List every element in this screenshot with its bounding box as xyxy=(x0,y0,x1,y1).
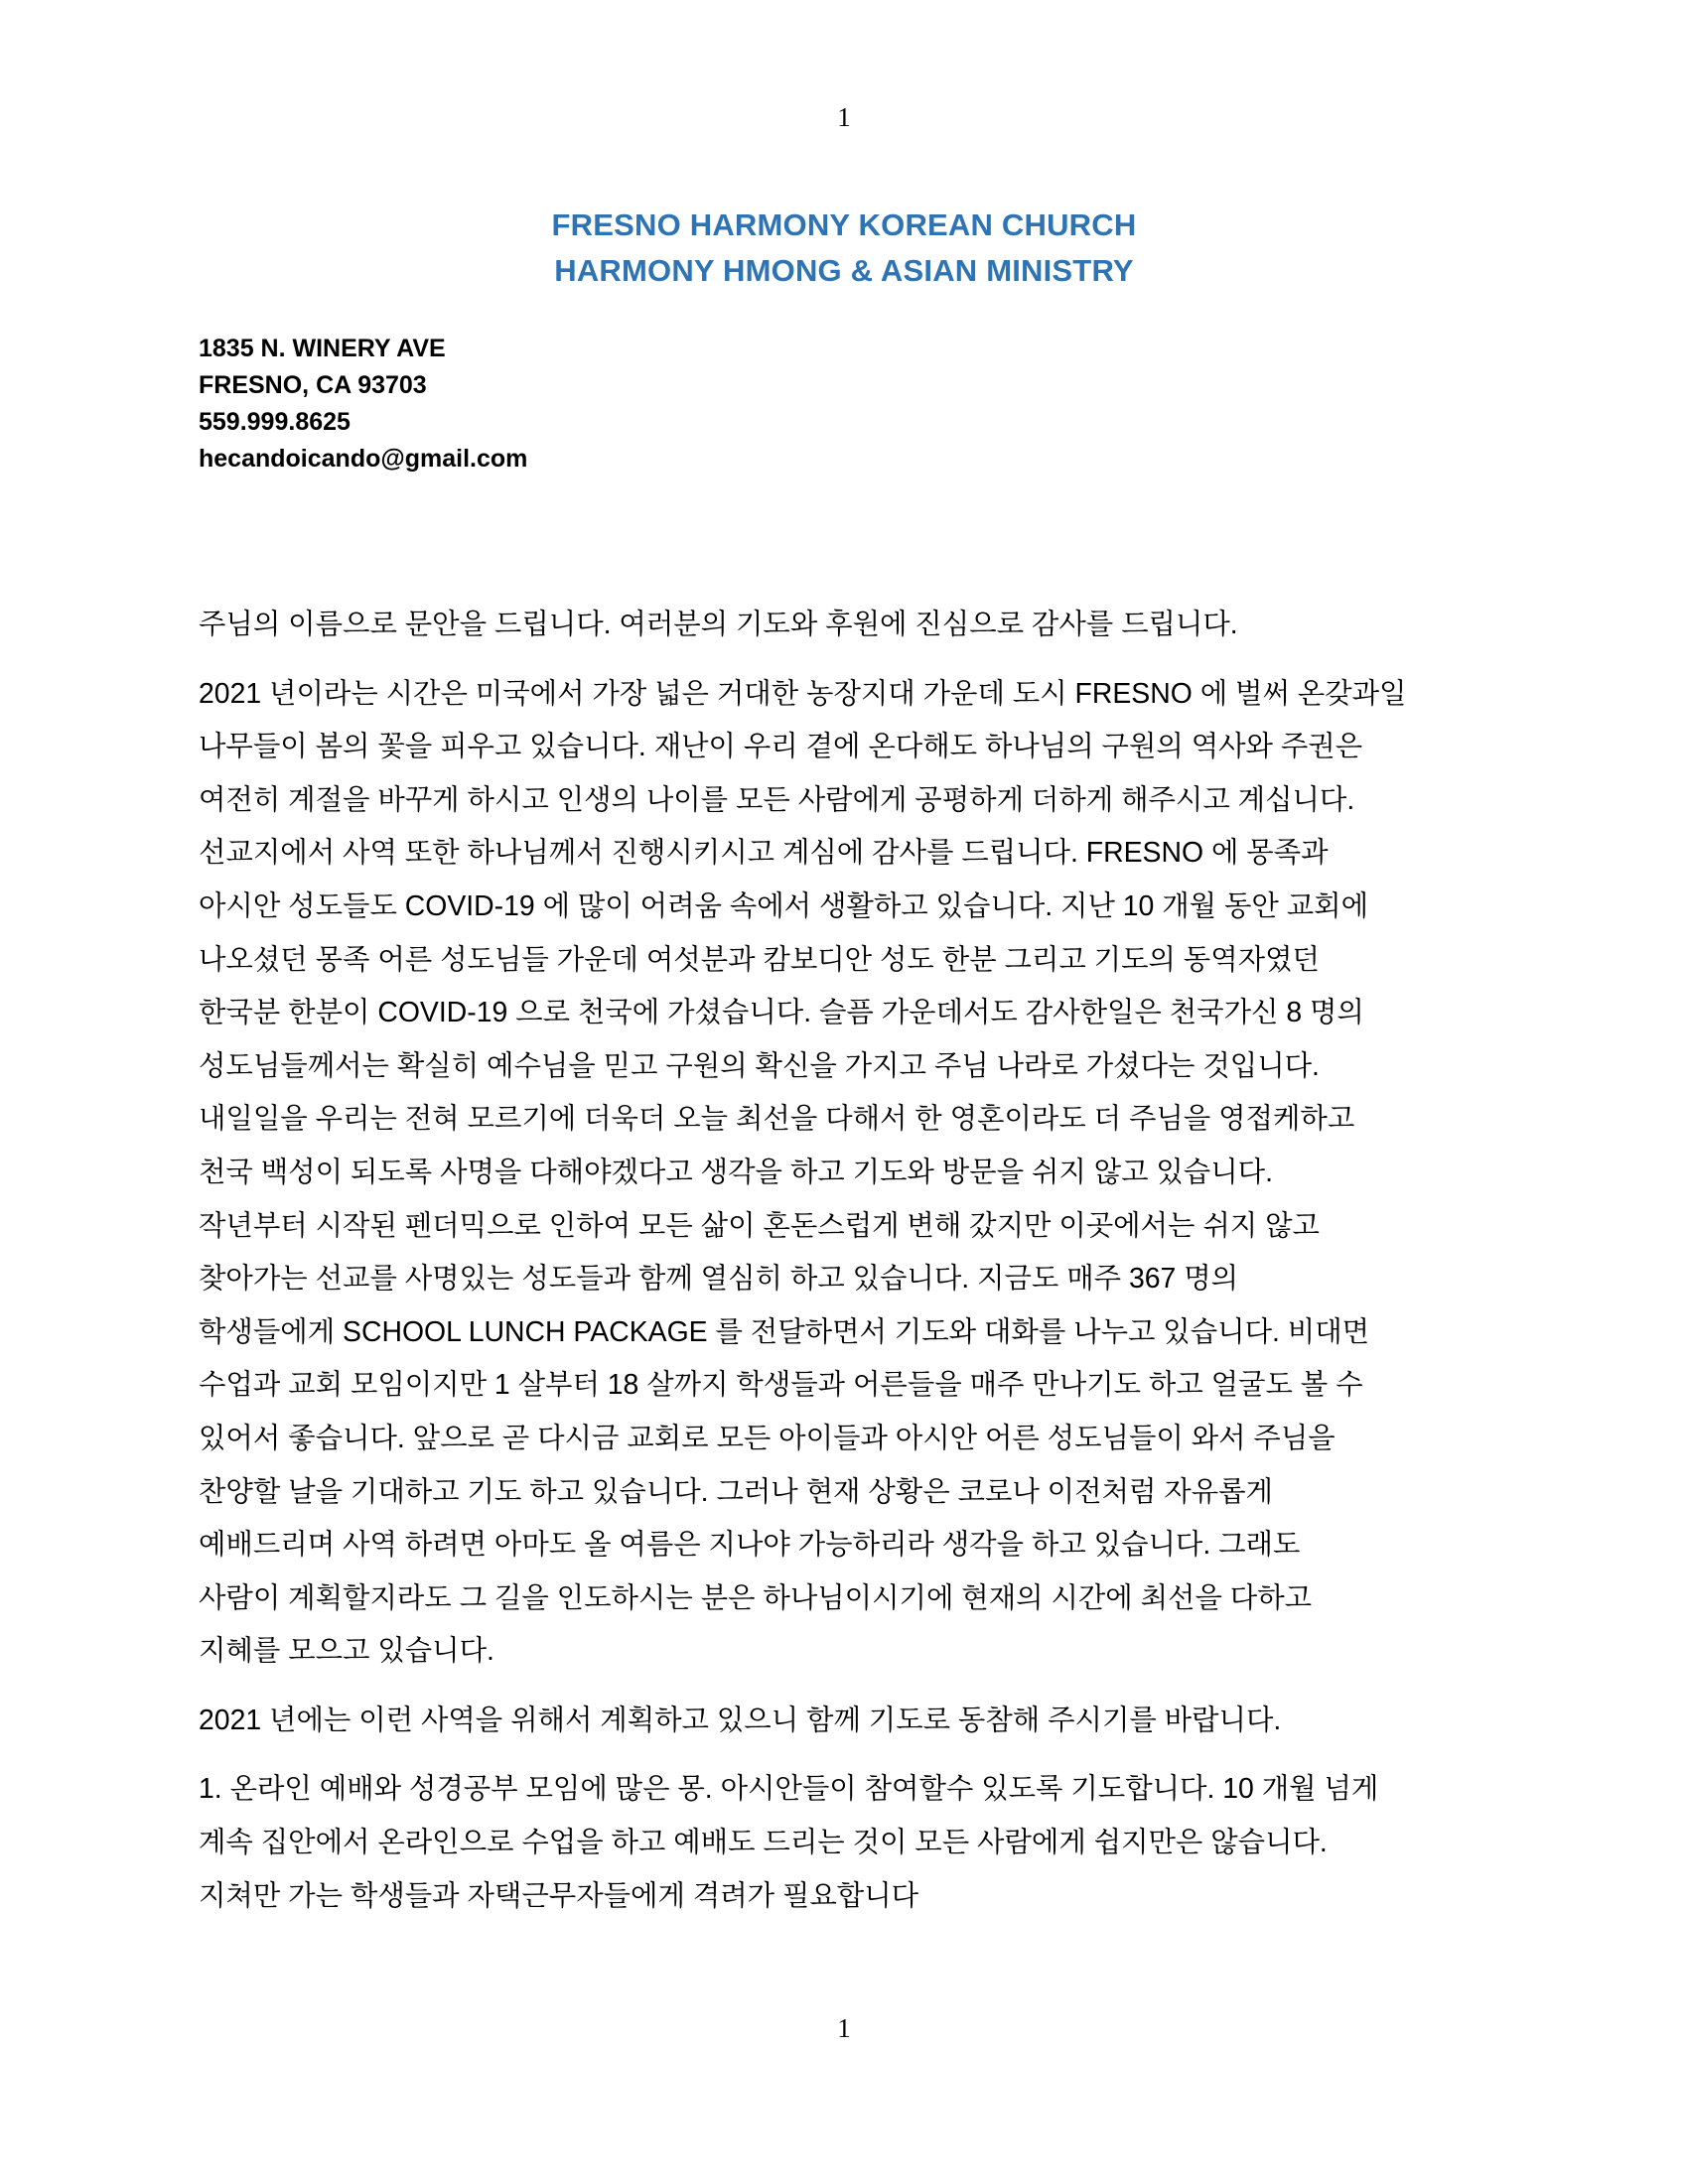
plan-intro-paragraph: 2021 년에는 이런 사역을 위해서 계획하고 있으니 함께 기도로 동참해 주시기를 바랍니다. xyxy=(199,1704,1282,1736)
paragraph-line: 지쳐만 가는 학생들과 자택근무자들에게 격려가 필요합니다 xyxy=(199,1879,919,1912)
paragraph-line: 2021 년이라는 시간은 미국에서 가장 넓은 거대한 농장지대 가운데 도시 FRESNO 에 벌써 온갖과일 xyxy=(199,677,1407,710)
paragraph-line: 한국분 한분이 COVID-19 으로 천국에 가셨습니다. 슬픔 가운데서도 감사한일은 천국가신 8 명의 xyxy=(199,997,1364,1029)
church-name: FRESNO HARMONY KOREAN CHURCH xyxy=(551,207,1137,242)
page-number-top: 1 xyxy=(837,102,851,132)
paragraph-line: 예배드리며 사역 하려면 아마도 올 여름은 지나야 가능하리라 생각을 하고 있습니다. 그래도 xyxy=(199,1529,1301,1562)
paragraph-line: 나오셨던 몽족 어른 성도님들 가운데 여섯분과 캄보디안 성도 한분 그리고 기도의 동역자였던 xyxy=(199,943,1320,976)
main-paragraph xyxy=(199,668,1519,1679)
letter-body xyxy=(199,599,1519,1923)
ministry-name: HARMONY HMONG & ASIAN MINISTRY xyxy=(554,253,1134,288)
greeting-paragraph: 주님의 이름으로 문안을 드립니다. 여러분의 기도와 후원에 진심으로 감사를 드립니다. xyxy=(199,609,1238,640)
paragraph-line: 찬양할 날을 기대하고 기도 하고 있습니다. 그러나 현재 상황은 코로나 이전처럼 자유롭게 xyxy=(199,1475,1273,1508)
contact-address xyxy=(199,331,1092,478)
paragraph-line: 찾아가는 선교를 사명있는 성도들과 함께 열심히 하고 있습니다. 지금도 매주 367 명의 xyxy=(199,1263,1239,1296)
plan-item-1-paragraph xyxy=(199,1763,1519,1923)
paragraph-line: 1. 온라인 예배와 성경공부 모임에 많은 몽. 아시안들이 참여할수 있도록 기도합니다. 10 개월 넘게 xyxy=(199,1773,1379,1806)
paragraph-line: 천국 백성이 되도록 사명을 다해야겠다고 생각을 하고 기도와 방문을 쉬지 않고 있습니다. xyxy=(199,1156,1273,1188)
paragraph-line: 학생들에게 SCHOOL LUNCH PACKAGE 를 전달하면서 기도와 대화를 나누고 있습니다. 비대면 xyxy=(199,1315,1370,1348)
paragraph-line: 여전히 계절을 바꾸게 하시고 인생의 나이를 모든 사람에게 공평하게 더하게 해주시고 계십니다. xyxy=(199,783,1355,816)
address-street: 1835 N. WINERY AVE xyxy=(199,335,446,362)
paragraph-line: 내일일을 우리는 전혀 모르기에 더욱더 오늘 최선을 다해서 한 영혼이라도 더 주님을 영접케하고 xyxy=(199,1103,1355,1136)
paragraph-line: 나무들이 봄의 꽃을 피우고 있습니다. 재난이 우리 곁에 온다해도 하나님의 구원의 역사와 주권은 xyxy=(199,731,1363,763)
paragraph-line: 작년부터 시작된 펜더믹으로 인하여 모든 삶이 혼돈스럽게 변해 갔지만 이곳에서는 쉬지 않고 xyxy=(199,1209,1320,1242)
paragraph-line: 아시안 성도들도 COVID-19 에 많이 어려움 속에서 생활하고 있습니다. 지난 10 개월 동안 교회에 xyxy=(199,889,1368,922)
paragraph-line: 있어서 좋습니다. 앞으로 곧 다시금 교회로 모든 아이들과 아시안 어른 성도님들이 와서 주님을 xyxy=(199,1422,1336,1454)
address-city: FRESNO, CA 93703 xyxy=(199,371,427,399)
letterhead-title xyxy=(0,203,1688,294)
paragraph-line: 수업과 교회 모임이지만 1 살부터 18 살까지 학생들과 어른들을 매주 만나기도 하고 얼굴도 볼 수 xyxy=(199,1369,1363,1402)
address-phone: 559.999.8625 xyxy=(199,408,351,436)
paragraph-line: 성도님들께서는 확실히 예수님을 믿고 구원의 확신을 가지고 주님 나라로 가셨다는 것입니다. xyxy=(199,1049,1320,1082)
page-number-bottom: 1 xyxy=(837,2013,851,2043)
paragraph-line: 지혜를 모으고 있습니다. xyxy=(199,1635,494,1668)
paragraph-line: 선교지에서 사역 또한 하나님께서 진행시키시고 계심에 감사를 드립니다. FRESNO 에 몽족과 xyxy=(199,837,1329,870)
address-email: hecandoicando@gmail.com xyxy=(199,445,528,473)
paragraph-line: 계속 집안에서 온라인으로 수업을 하고 예배도 드리는 것이 모든 사람에게 쉽지만은 않습니다. xyxy=(199,1827,1328,1859)
paragraph-line: 사람이 계획할지라도 그 길을 인도하시는 분은 하나님이시기에 현재의 시간에 최선을 다하고 xyxy=(199,1581,1313,1614)
